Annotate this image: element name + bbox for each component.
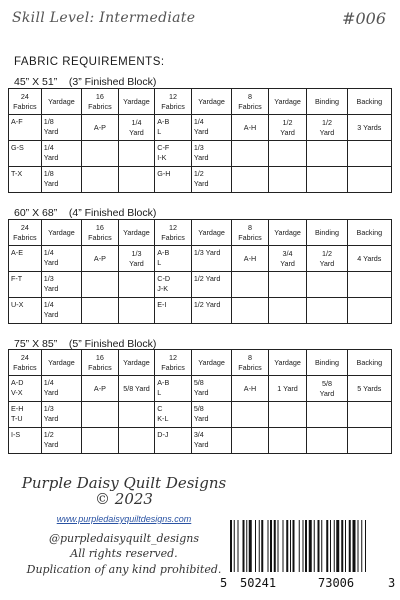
table-cell: 1/3 Yard xyxy=(191,141,231,167)
rights-notice: All rights reserved. xyxy=(70,547,178,560)
header-cell: 16 Fabrics xyxy=(82,220,119,246)
table-header-row xyxy=(9,350,392,376)
header-cell: Yardage xyxy=(41,89,81,115)
table-cell: 4 Yards xyxy=(347,246,391,272)
table-cell xyxy=(82,167,119,193)
table-cell xyxy=(232,141,269,167)
social-handle: @purpledaisyquilt_designs xyxy=(49,532,199,545)
header-cell: Yardage xyxy=(268,350,306,376)
table-cell xyxy=(118,167,155,193)
table-cell: T-X xyxy=(9,167,42,193)
table-cell xyxy=(82,402,119,428)
header-cell: Yardage xyxy=(118,89,155,115)
barcode-digit-last: 3 xyxy=(388,576,396,590)
table-cell xyxy=(268,428,306,454)
header-cell: Yardage xyxy=(268,89,306,115)
header-cell: Yardage xyxy=(268,220,306,246)
table-cell xyxy=(307,428,347,454)
table-cell: 1/2 Yard xyxy=(191,167,231,193)
table-cell: 3 Yards xyxy=(347,115,391,141)
header-cell: Binding xyxy=(307,350,347,376)
header-cell: Backing xyxy=(347,350,391,376)
table-cell: A-D V-X xyxy=(9,376,42,402)
table-cell xyxy=(347,167,391,193)
table-cell xyxy=(268,402,306,428)
table-row xyxy=(9,428,392,454)
header-cell: Yardage xyxy=(118,220,155,246)
table-cell: 1/3 Yard xyxy=(41,272,81,298)
table-row xyxy=(9,298,392,324)
fabric-requirements-title: FABRIC REQUIREMENTS: xyxy=(14,56,165,68)
table-cell: A-P xyxy=(82,376,119,402)
block-title-small: 45” X 51” (3” Finished Block) xyxy=(14,76,157,88)
header-cell: Yardage xyxy=(191,350,231,376)
table-cell: 1/8 Yard xyxy=(41,115,81,141)
header-cell: Backing xyxy=(347,89,391,115)
table-cell xyxy=(82,141,119,167)
table-cell: 5/8 Yard xyxy=(307,376,347,402)
table-cell: 1/3 Yard xyxy=(41,402,81,428)
barcode-group-1: 50241 xyxy=(240,576,277,590)
table-cell xyxy=(268,141,306,167)
header-cell: 12 Fabrics xyxy=(155,89,192,115)
table-cell xyxy=(268,272,306,298)
table-cell: 1/3 Yard xyxy=(191,246,231,272)
table-cell: 1/4 Yard xyxy=(191,115,231,141)
table-cell xyxy=(118,428,155,454)
header-cell: Yardage xyxy=(118,350,155,376)
barcode-group-2: 73006 xyxy=(318,576,355,590)
header-cell: Yardage xyxy=(191,220,231,246)
header-cell: 8 Fabrics xyxy=(232,89,269,115)
table-cell xyxy=(307,167,347,193)
header-cell: 12 Fabrics xyxy=(155,220,192,246)
table-cell: 1/3 Yard xyxy=(118,246,155,272)
table-cell xyxy=(118,402,155,428)
table-cell: 1/4 Yard xyxy=(41,246,81,272)
barcode xyxy=(220,520,396,600)
table-cell: C-D J-K xyxy=(155,272,192,298)
pattern-number: #006 xyxy=(342,9,386,28)
table-cell: 1/2 Yard xyxy=(268,115,306,141)
header-cell: Yardage xyxy=(191,89,231,115)
table-cell: A-H xyxy=(232,376,269,402)
table-cell: 1 Yard xyxy=(268,376,306,402)
table-cell xyxy=(118,141,155,167)
table-cell: 1/2 Yard xyxy=(307,115,347,141)
duplication-notice: Duplication of any kind prohibited. xyxy=(26,563,222,576)
table-cell xyxy=(347,298,391,324)
block-title-medium: 60” X 68” (4” Finished Block) xyxy=(14,207,157,219)
table-cell xyxy=(118,298,155,324)
fabric-table-medium xyxy=(8,219,392,324)
block-title-large: 75” X 85” (5” Finished Block) xyxy=(14,338,157,350)
table-cell: A-P xyxy=(82,115,119,141)
table-cell: D-J xyxy=(155,428,192,454)
table-cell xyxy=(268,298,306,324)
table-cell: 5/8 Yard xyxy=(191,402,231,428)
table-cell: G-S xyxy=(9,141,42,167)
table-row xyxy=(9,141,392,167)
table-cell: E-H T-U xyxy=(9,402,42,428)
table-row xyxy=(9,402,392,428)
table-cell: C K-L xyxy=(155,402,192,428)
table-row xyxy=(9,272,392,298)
table-cell: C-F I-K xyxy=(155,141,192,167)
table-cell: G-H xyxy=(155,167,192,193)
brand-name: Purple Daisy Quilt Designs xyxy=(21,474,227,492)
table-cell: 1/4 Yard xyxy=(41,376,81,402)
table-row xyxy=(9,376,392,402)
table-cell: 3/4 Yard xyxy=(268,246,306,272)
header-cell: 24 Fabrics xyxy=(9,350,42,376)
table-cell xyxy=(118,272,155,298)
table-cell: U-X xyxy=(9,298,42,324)
table-row xyxy=(9,246,392,272)
table-header-row xyxy=(9,89,392,115)
skill-level-label: Skill Level: Intermediate xyxy=(12,10,196,26)
table-cell: 1/2 Yard xyxy=(191,272,231,298)
table-cell xyxy=(307,298,347,324)
fabric-table-small xyxy=(8,88,392,193)
table-cell xyxy=(232,402,269,428)
header-cell: Binding xyxy=(307,89,347,115)
header-cell: 8 Fabrics xyxy=(232,350,269,376)
table-cell xyxy=(268,167,306,193)
table-cell: 5/8 Yard xyxy=(118,376,155,402)
table-cell: A-F xyxy=(9,115,42,141)
designer-credits xyxy=(0,472,248,576)
table-cell: I-S xyxy=(9,428,42,454)
table-cell: 5/8 Yard xyxy=(191,376,231,402)
table-cell xyxy=(307,402,347,428)
table-cell: 1/8 Yard xyxy=(41,167,81,193)
table-cell xyxy=(232,298,269,324)
table-cell xyxy=(82,298,119,324)
table-cell: A-B L xyxy=(155,246,192,272)
barcode-digit-first: 5 xyxy=(220,576,228,590)
header-cell: 24 Fabrics xyxy=(9,220,42,246)
table-cell xyxy=(232,167,269,193)
table-cell xyxy=(347,141,391,167)
table-cell: A-P xyxy=(82,246,119,272)
table-cell: A-H xyxy=(232,115,269,141)
copyright: © 2023 xyxy=(95,490,153,508)
header-cell: Yardage xyxy=(41,350,81,376)
table-cell: 1/4 Yard xyxy=(118,115,155,141)
table-cell xyxy=(307,272,347,298)
table-row xyxy=(9,167,392,193)
table-cell xyxy=(307,141,347,167)
table-header-row xyxy=(9,220,392,246)
table-cell: 1/2 Yard xyxy=(191,298,231,324)
table-cell xyxy=(82,272,119,298)
table-cell: F-T xyxy=(9,272,42,298)
header-cell: Backing xyxy=(347,220,391,246)
fabric-table-large xyxy=(8,349,392,454)
table-cell: 1/4 Yard xyxy=(41,141,81,167)
table-cell xyxy=(232,428,269,454)
table-cell: 1/4 Yard xyxy=(41,298,81,324)
table-cell: 1/2 Yard xyxy=(307,246,347,272)
header-cell: Yardage xyxy=(41,220,81,246)
table-row xyxy=(9,115,392,141)
header-cell: 16 Fabrics xyxy=(82,89,119,115)
table-cell: E-I xyxy=(155,298,192,324)
table-cell xyxy=(347,402,391,428)
table-cell: A-H xyxy=(232,246,269,272)
website-link[interactable]: www.purpledaisyquiltdesigns.com xyxy=(56,514,192,524)
barcode-bars xyxy=(230,520,396,572)
table-cell: A-B L xyxy=(155,115,192,141)
header-cell: 8 Fabrics xyxy=(232,220,269,246)
header-cell: Binding xyxy=(307,220,347,246)
header-cell: 12 Fabrics xyxy=(155,350,192,376)
table-cell: 3/4 Yard xyxy=(191,428,231,454)
header-cell: 24 Fabrics xyxy=(9,89,42,115)
table-cell xyxy=(82,428,119,454)
table-cell: A-B L xyxy=(155,376,192,402)
table-cell xyxy=(347,428,391,454)
table-cell: 5 Yards xyxy=(347,376,391,402)
table-cell xyxy=(347,272,391,298)
table-cell xyxy=(232,272,269,298)
table-cell: 1/2 Yard xyxy=(41,428,81,454)
header-cell: 16 Fabrics xyxy=(82,350,119,376)
table-cell: A-E xyxy=(9,246,42,272)
